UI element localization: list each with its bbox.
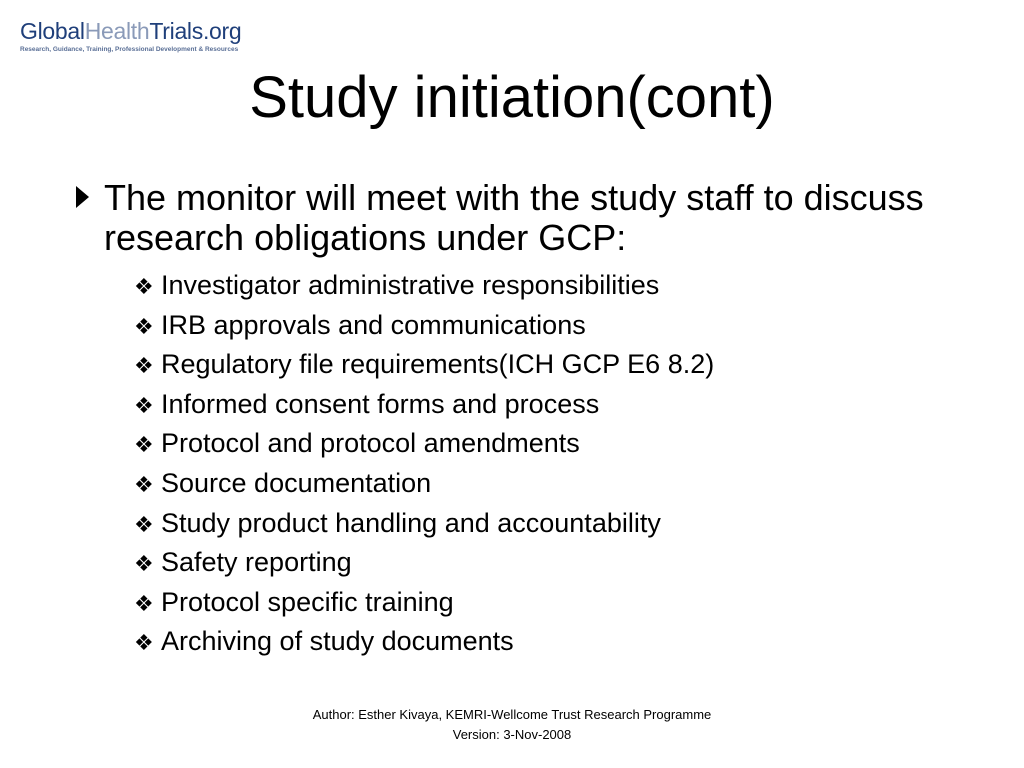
sub-bullet-item (134, 544, 714, 584)
main-bullet-text: The monitor will meet with the study staff to discuss research obligations under GCP: (104, 177, 924, 258)
footer-author: Author: Esther Kivaya, KEMRI-Wellcome Trust Research Programme (312, 707, 712, 722)
sub-bullet-item (134, 505, 714, 545)
main-bullet (76, 178, 976, 258)
sub-bullet-item (134, 623, 714, 663)
sub-bullet-text: IRB approvals and communications (161, 309, 586, 340)
sub-bullet-text: Archiving of study documents (161, 626, 514, 657)
four-diamond-bullet-icon: ❖ (134, 393, 154, 419)
sub-bullet-item (134, 584, 714, 624)
four-diamond-bullet-icon: ❖ (134, 591, 154, 617)
sub-bullet-text: Regulatory file requirements(ICH GCP E6 8.2) (161, 349, 715, 380)
sub-bullet-item (134, 465, 714, 505)
four-diamond-bullet-icon: ❖ (134, 631, 154, 657)
sub-bullet-text: Protocol specific training (161, 586, 454, 617)
triangle-bullet-icon (76, 186, 89, 208)
sub-bullet-text: Investigator administrative responsibilities (161, 270, 660, 300)
logo-tagline: Research, Guidance, Training, Professional Development & Resources (20, 46, 239, 53)
four-diamond-bullet-icon: ❖ (134, 433, 154, 459)
globalhealthtrials-logo (20, 16, 280, 60)
sub-bullet-item (134, 386, 714, 426)
logo-word-org: .org (202, 18, 242, 44)
logo-word-trials: Trials (149, 18, 203, 44)
sub-bullet-text: Informed consent forms and process (161, 388, 600, 419)
four-diamond-bullet-icon: ❖ (134, 354, 154, 380)
sub-bullet-text: Study product handling and accountability (161, 507, 661, 538)
logo-word-health: Health (84, 18, 150, 44)
four-diamond-bullet-icon: ❖ (134, 275, 154, 300)
footer-version: Version: 3-Nov-2008 (452, 727, 572, 742)
sub-bullet-item (134, 307, 714, 347)
four-diamond-bullet-icon: ❖ (134, 314, 154, 340)
sub-bullet-item (134, 346, 714, 386)
four-diamond-bullet-icon: ❖ (134, 472, 154, 498)
logo-wordmark (20, 16, 280, 46)
slide-title: Study initiation(cont) (249, 65, 775, 130)
logo-word-global: Global (20, 18, 85, 44)
four-diamond-bullet-icon: ❖ (134, 552, 154, 578)
sub-bullet-text: Safety reporting (161, 547, 352, 578)
sub-bullet-item (134, 425, 714, 465)
sub-bullet-item (134, 267, 714, 307)
four-diamond-bullet-icon: ❖ (134, 512, 154, 538)
sub-bullet-text: Source documentation (161, 467, 432, 498)
sub-bullet-list (134, 267, 714, 663)
sub-bullet-text: Protocol and protocol amendments (161, 428, 580, 459)
